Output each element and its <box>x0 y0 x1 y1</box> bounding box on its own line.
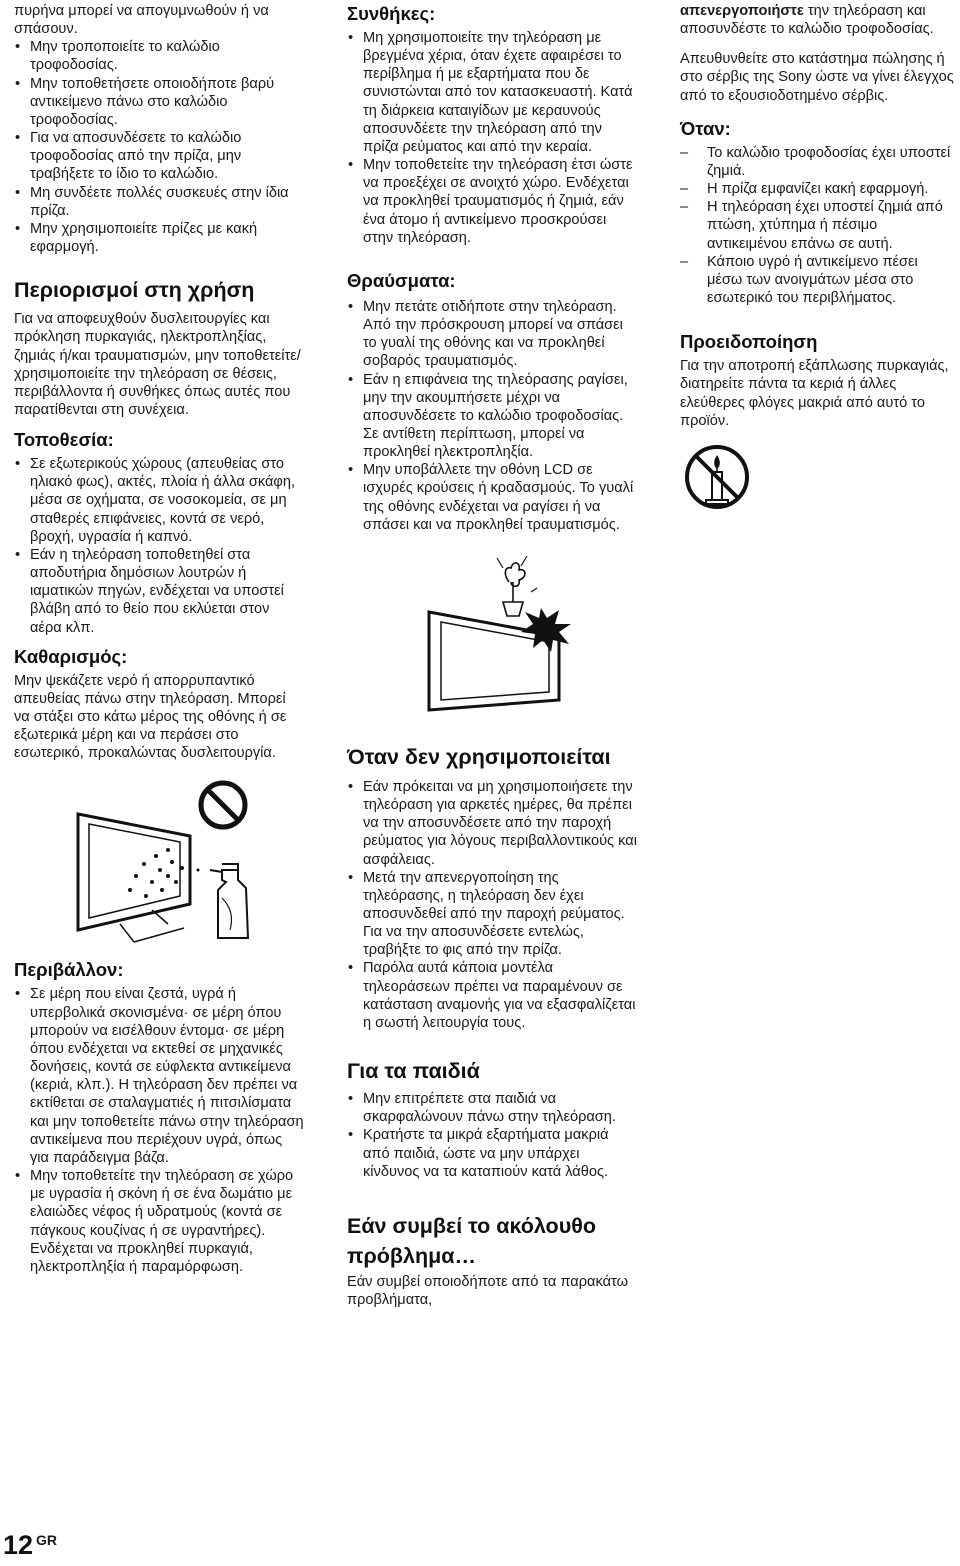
subsection-title-conditions: Συνθήκες: <box>347 3 436 24</box>
problem-paragraph: Εάν συμβεί οποιοδήποτε από τα παρακάτω προβλήματα, <box>347 1273 628 1309</box>
impact-tv-illustration <box>419 552 599 712</box>
spray-bottle-icon <box>218 870 248 938</box>
not-in-use-list <box>347 778 637 1032</box>
section-title-usage-restrictions: Περιορισμοί στη χρήση <box>14 278 255 303</box>
list-item <box>14 1167 304 1276</box>
language-code: GR <box>36 1532 58 1548</box>
list-item <box>14 184 304 220</box>
list-item-text: Η τηλεόραση έχει υποστεί ζημιά από πτώση, χτύπημα ή πέσιμο αντικειμένου επάνω σε αυτή. <box>707 199 943 252</box>
list-item <box>347 959 637 1032</box>
page-number: 12 <box>3 1530 34 1560</box>
list-item <box>14 38 304 74</box>
subsection-title-location: Τοποθεσία: <box>14 429 114 451</box>
flower-icon <box>505 563 525 586</box>
no-candle-illustration <box>682 442 752 512</box>
list-item <box>347 778 637 869</box>
section-title-warning: Προειδοποίηση <box>680 331 818 353</box>
conditions-list <box>347 29 637 247</box>
list-item-text: Μην τοποθετείτε την τηλεόραση σε χώρο με υγρασία ή σκόνη ή σε ένα δωμάτιο με ελαιώδες νέφος ή υδρατμούς (κοντά σε πάγκους κουζίνας ή σε υγραντήρες). Ενδέχεται να προκληθεί πυρκαγιά, ηλεκτροπληξία ή παραμόρφωση. <box>30 1168 294 1275</box>
list-item <box>347 371 637 462</box>
subsection-title-fragments: Θραύσματα: <box>347 269 456 291</box>
when-list <box>680 144 956 307</box>
list-item-text: Εάν η επιφάνεια της τηλεόρασης ραγίσει, μην την ακουμπήσετε μέχρι να αποσυνδέσετε το καλώδιο τροφοδοσίας. Σε αντίθετη περίπτωση, μπορεί να προκληθεί ηλεκτροπληξία. <box>363 371 628 461</box>
list-item-text: Κρατήστε τα μικρά εξαρτήματα μακριά από παιδιά, ώστε να μην υπάρχει κίνδυνος να τα καταπιούν κατά λάθος. <box>363 1127 609 1180</box>
service-paragraph: Απευθυνθείτε στο κατάστημα πώλησης ή στο σέρβις της Sony ώστε να γίνει έλεγχος από το εξουσιοδοτημένο σέρβις. <box>680 51 954 104</box>
fragments-list <box>347 298 637 534</box>
list-item-text: Μη χρησιμοποιείτε την τηλεόραση με βρεγμένα χέρια, όταν έχετε αφαιρέσει το περίβλημα ή με εξαρτήματα που δε συνιστώνται από τον κατασκευαστή. Κατά τη διάρκεια καταιγίδων με κεραυνούς αποσυνδέετε την τηλεόραση από την πρίζα ρεύματος και από την κεραία. <box>363 30 633 155</box>
list-item <box>347 156 637 247</box>
usage-paragraph: Για να αποφευχθούν δυσλειτουργίες και πρόκληση πυρκαγιάς, ηλεκτροπληξίας, ζημιάς ή/και τραυματισμών, μην τοποθετείτε/χρησιμοποιείτε την τηλεόραση σε θέσεις, περιβάλλοντα ή συνθήκες όπως αυτές που παρατίθενται στη συνέχεια. <box>14 311 301 418</box>
list-item <box>347 1090 637 1126</box>
list-item-text: Για να αποσυνδέσετε το καλώδιο τροφοδοσίας από την πρίζα, μην τραβήξετε το ίδιο το καλώδιο. <box>30 130 242 183</box>
column-2 <box>347 2 637 1309</box>
list-item-text: Εάν πρόκειται να μη χρησιμοποιήσετε την τηλεόραση για αρκετές ημέρες, θα πρέπει να την αποσυνδέσετε από την παροχή ρεύματος για λόγους περιβαλλοντικούς και ασφάλειας. <box>363 778 637 868</box>
tv-icon <box>78 814 190 930</box>
list-item <box>680 144 956 180</box>
list-item-text: Παρόλα αυτά κάποια μοντέλα τηλεοράσεων πρέπει να παραμένουν σε κατάσταση αναμονής για να εξασφαλίζεται η σωστή λειτουργία τους. <box>363 960 636 1031</box>
section-title-not-in-use: Όταν δεν χρησιμοποιείται <box>347 744 611 769</box>
list-item-text: Σε μέρη που είναι ζεστά, υγρά ή υπερβολικά σκονισμένα· σε μέρη όπου μπορούν να εισέλθουν έντομα· σε μέρη όπου ενδέχεται να εκτεθεί σε μηχανικές δονήσεις, κοντά σε εύφλεκτα αντικείμενα (κεριά, κλπ.). Η τηλεόραση δεν πρέπει να εκτίθεται σε σταλαγματιές ή πιτσιλίσματα και μην τοποθετείτε πάνω στην τηλεόραση αντικείμενα που περιέχουν υγρά, όπως για παράδειγμα βάζα. <box>30 986 304 1166</box>
power-cord-list <box>14 2 304 256</box>
list-item <box>680 180 956 198</box>
list-item-text: Μετά την απενεργοποίηση της τηλεόρασης, η τηλεόραση δεν έχει αποσυνδεθεί από την παροχή ρεύματος. Για να την αποσυνδέσετε εντελώς, τραβήξτε το φις από την πρίζα. <box>363 869 625 959</box>
list-item-text: Μην τροποποιείτε το καλώδιο τροφοδοσίας. <box>30 39 220 74</box>
warning-paragraph: Για την αποτροπή εξάπλωσης πυρκαγιάς, διατηρείτε πάντα τα κεριά ή άλλες ελεύθερες φλόγες μακριά από αυτό το προϊόν. <box>680 358 949 429</box>
list-item <box>14 129 304 183</box>
list-item <box>680 198 956 252</box>
switch-off-emphasis: απενεργοποιήστε <box>680 3 804 19</box>
list-item-text: Μην τοποθετήσετε οποιοδήποτε βαρύ αντικείμενο πάνω στο καλώδιο τροφοδοσίας. <box>30 75 275 128</box>
list-item <box>347 869 637 960</box>
list-item-text: Μην πετάτε οτιδήποτε στην τηλεόραση. Από την πρόσκρουση μπορεί να σπάσει το γυαλί της οθόνης και να προκληθεί σοβαρός τραυματισμός. <box>363 298 623 370</box>
page-footer <box>3 1529 57 1561</box>
list-item <box>14 546 304 637</box>
subsection-title-cleaning: Καθαρισμός: <box>14 645 128 667</box>
list-item <box>14 2 304 38</box>
list-item <box>14 220 304 256</box>
column-3 <box>680 2 956 512</box>
list-item-text: Το καλώδιο τροφοδοσίας έχει υποστεί ζημιά. <box>707 144 951 179</box>
switch-off-paragraph <box>680 2 956 38</box>
children-list <box>347 1090 637 1181</box>
list-item-text: πυρήνα μπορεί να απογυμνωθούν ή να σπάσουν. <box>14 3 269 38</box>
list-item-text: Μην χρησιμοποιείτε πρίζες με κακή εφαρμογή. <box>30 220 258 256</box>
list-item-text: Μη συνδέετε πολλές συσκευές στην ίδια πρίζα. <box>30 184 289 219</box>
list-item-text: Μην τοποθετείτε την τηλεόραση έτσι ώστε να προεξέχει σε ανοιχτό χώρο. Ενδέχεται να προκληθεί τραυματισμός ή ζημιά, εάν ένα άτομο ή αντικείμενο προσκρούσει στην τηλεόραση. <box>363 157 633 246</box>
list-item-text: Η πρίζα εμφανίζει κακή εφαρμογή. <box>707 181 929 198</box>
no-spray-tv-illustration <box>72 778 272 948</box>
list-item <box>14 985 304 1167</box>
location-list <box>14 455 304 637</box>
list-item-text: Εάν η τηλεόραση τοποθετηθεί στα αποδυτήρια δημόσιων λουτρών ή ιαματικών πηγών, ενδέχεται να υποστεί βλάβη από το θείο που εκλύεται στον αέρα κλπ. <box>30 546 284 636</box>
list-item <box>347 298 637 371</box>
subsection-title-environment: Περιβάλλον: <box>14 959 124 981</box>
section-title-children: Για τα παιδιά <box>347 1059 480 1084</box>
list-item <box>347 29 637 156</box>
list-item-text: Μην επιτρέπετε στα παιδιά να σκαρφαλώνουν πάνω στην τηλεόραση. <box>363 1091 616 1126</box>
list-item-text: Κάποιο υγρό ή αντικείμενο πέσει μέσω των ανοιγμάτων μέσα στο εσωτερικό του περιβλήματος. <box>707 253 918 307</box>
list-item-text: Σε εξωτερικούς χώρους (απευθείας στο ηλιακό φως), ακτές, πλοία ή άλλα σκάφη, μέσα σε οχήματα, σε νοσοκομεία, σε μη σταθερές επιφάνειες, κοντά σε νερό, βροχή, υγρασία ή καπνό. <box>30 456 296 545</box>
impact-burst-icon <box>521 608 571 652</box>
list-item <box>347 1126 637 1180</box>
list-item <box>680 253 956 307</box>
column-1 <box>14 2 304 1276</box>
switch-off-text: την τηλεόραση και αποσυνδέστε το καλώδιο τροφοδοσίας. <box>680 3 934 38</box>
subsection-title-when: Όταν: <box>680 117 731 139</box>
environment-list <box>14 985 304 1276</box>
list-item <box>14 75 304 129</box>
list-item-text: Μην υποβάλλετε την οθόνη LCD σε ισχυρές κρούσεις ή κραδασμούς. Το γυαλί της οθόνης ενδέχεται να ραγίσει ή να σπάσει και να προκληθεί τραυματισμός. <box>363 462 634 533</box>
list-item <box>14 455 304 546</box>
cleaning-paragraph: Μην ψεκάζετε νερό ή απορρυπαντικό απευθείας πάνω στην τηλεόραση. Μπορεί να στάξει στο κάτω μέρος της οθόνης ή σε εξωτερικά μέρη και να περάσει στο εσωτερικό, προκαλώντας δυσλειτουργία. <box>14 672 287 762</box>
list-item <box>347 461 637 534</box>
section-title-problem: Εάν συμβεί το ακόλουθο πρόβλημα… <box>347 1213 596 1268</box>
